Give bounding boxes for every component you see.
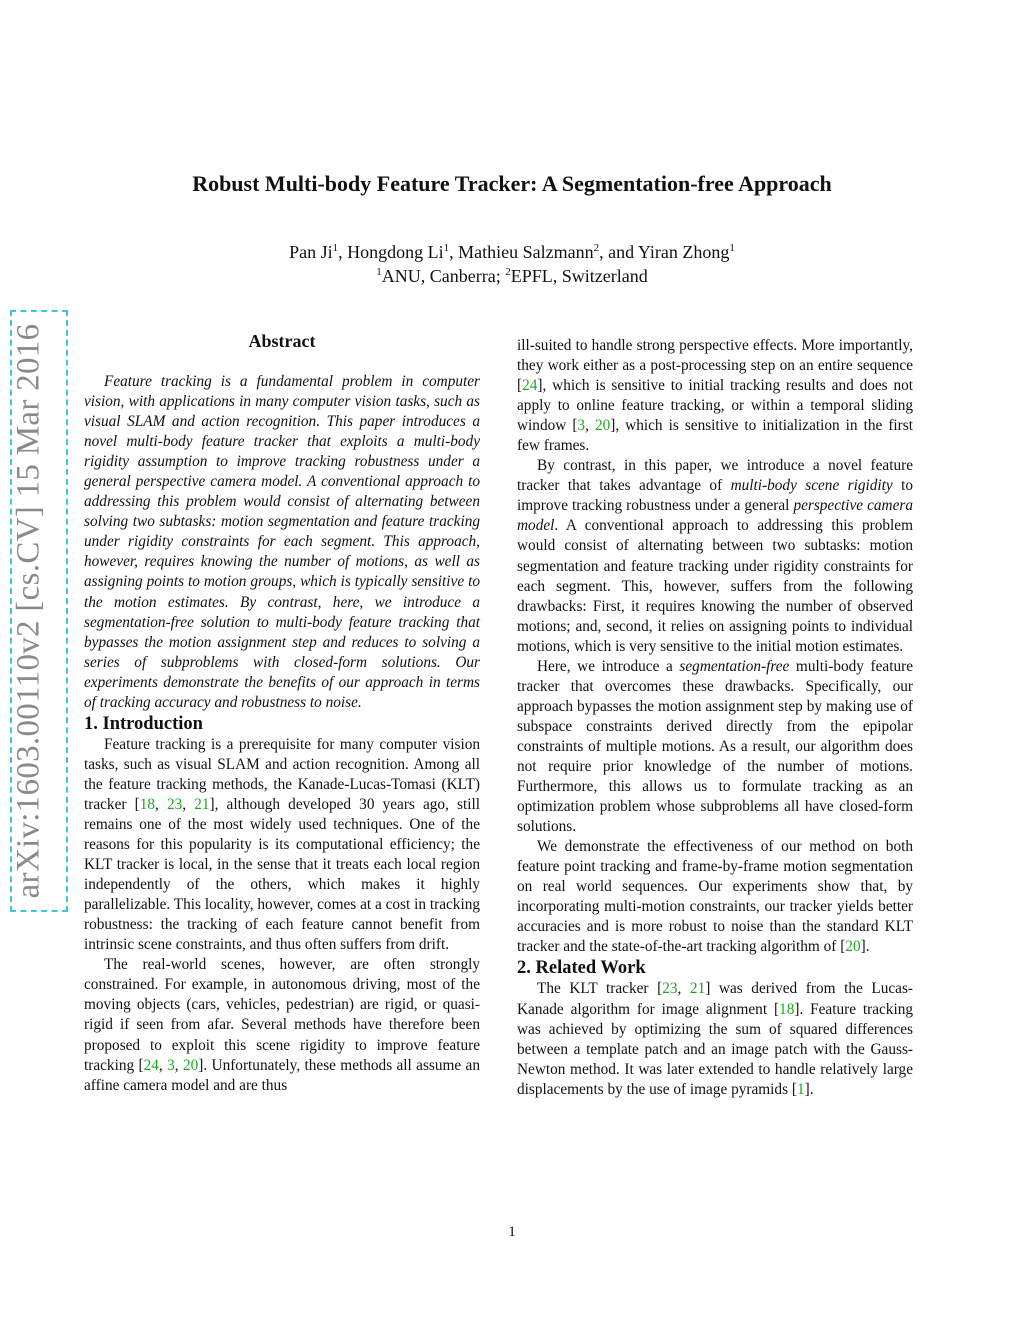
right-column bbox=[517, 336, 913, 1100]
arxiv-stamp: arXiv:1603.00110v2 [cs.CV] 15 Mar 2016 bbox=[10, 323, 47, 899]
citation-link[interactable]: 18 bbox=[139, 795, 155, 813]
citation-link[interactable]: 23 bbox=[166, 795, 183, 813]
citation-link[interactable]: 24 bbox=[522, 377, 538, 395]
citation-link[interactable]: 1 bbox=[796, 1080, 805, 1098]
citation-link[interactable]: 3 bbox=[167, 1056, 175, 1074]
citation-link[interactable]: 20 bbox=[594, 417, 611, 435]
paper-title: Robust Multi-body Feature Tracker: A Segmentation-free Approach bbox=[192, 171, 832, 196]
related-paragraph-1: The KLT tracker [23, 21] was derived from the Lucas-Kanade algorithm for image alignment [18]. Feature tracking was achieved by optimizing the sum of squared differences between a template patch and an image patch with the Gauss-Newton method. It was later extended to handle relatively large displacements by the use of image pyramids [1]. bbox=[517, 980, 914, 1098]
abstract-heading: Abstract bbox=[248, 331, 316, 351]
intro-paragraph-6: We demonstrate the effectiveness of our method on both feature point tracking and frame-by-frame motion segmentation on real world sequences. Our experiments show that, by incorporating multi-motion constraints, our tracker yields better accuracies and is more robust to noise than the standard KLT tracker and the state-of-the-art tracking algorithm of [20]. bbox=[517, 838, 913, 956]
abstract-text: Feature tracking is a fundamental problem in computer vision, with applications in many computer vision tasks, such as visual SLAM and action recognition. This paper introduces a novel multi-body feature tracker that exploits a multi-body rigidity assumption to improve tracking robustness under a general perspective camera model. A conventional approach to addressing this problem would consist of alternating between solving two subtasks: motion segmentation and feature tracking under rigidity constraints for each segment. This approach, however, requires knowing the number of motions, as well as assigning points to motion groups, which is typically sensitive to the motion estimates. By contrast, here, we introduce a segmentation-free solution to multi-body feature tracking that bypasses the motion assignment step and reduces to solving a series of subproblems with closed-form solutions. Our experiments demonstrate the benefits of our approach in terms of tracking accuracy and robustness to noise. bbox=[84, 373, 480, 711]
citation-link[interactable]: 24 bbox=[143, 1056, 159, 1074]
citation-link[interactable]: 20 bbox=[182, 1056, 199, 1074]
intro-paragraph-1: Feature tracking is a prerequisite for many computer vision tasks, such as visual SLAM and action recognition. Among all the feature tracking methods, the Kanade-Lucas-Tomasi (KLT) tracker [18, 23, 21], although developed 30 years ago, still remains one of the most widely used techniques. One of the reasons for this popularity is its computational efficiency; the KLT tracker is local, in the sense that it treats each local region independently of the others, which makes it highly parallelizable. This locality, however, comes at a cost in tracking robustness: the tracking of each feature cannot benefit from intrinsic scene constraints, and thus often suffers from drift. bbox=[84, 735, 480, 954]
section-heading-introduction: 1. Introduction bbox=[84, 713, 203, 734]
citation-link[interactable]: 18 bbox=[779, 1000, 795, 1018]
intro-paragraph-2: The real-world scenes, however, are often strongly constrained. For example, in autonomous driving, most of the moving objects (cars, vehicles, pedestrian) are rigid, or quasi-rigid if seen from afar. Several methods have therefore been proposed to exploit this scene rigidity to improve feature tracking [24, 3, 20]. Unfortunately, these methods all assume an affine camera model and are thus bbox=[84, 956, 480, 1094]
citation-link[interactable]: 20 bbox=[845, 938, 861, 956]
left-column bbox=[84, 330, 480, 1096]
intro-paragraph-5: Here, we introduce a segmentation-free multi-body feature tracker that overcomes these drawbacks. Specifically, our approach bypasses the motion assignment step by making use of subspace constraints derived directly from the epipolar constraints of multiple motions. As a result, our algorithm does not require prior knowledge of the number of motions. Furthermore, this allows us to formulate tracking as an optimization problem whose subproblems all have closed-form solutions. bbox=[517, 657, 913, 836]
citation-link[interactable]: 21 bbox=[689, 980, 706, 998]
section-heading-related-work: 2. Related Work bbox=[517, 958, 646, 979]
citation-link[interactable]: 21 bbox=[194, 795, 210, 813]
citation-link[interactable]: 3 bbox=[577, 417, 586, 435]
author-block bbox=[0, 240, 1024, 288]
author-line: Pan Ji$^1$, Hongdong Li$^1$, Mathieu Salzmann$^2$, and Yiran Zhong$^1$ bbox=[289, 242, 735, 262]
intro-paragraph-3: ill-suited to handle strong perspective effects. More importantly, they work either as a post-processing step on an entire sequence [24], which is sensitive to initial tracking results and does not apply to online feature tracking, or within a temporal sliding window [3, 20], which is sensitive to initialization in the first few frames. bbox=[517, 337, 913, 455]
affiliation-line: $^1$ANU, Canberra; $^2$EPFL, Switzerland bbox=[376, 266, 648, 286]
intro-paragraph-4: By contrast, in this paper, we introduce a novel feature tracker that takes advantage of multi-body scene rigidity to improve tracking robustness under a general perspective camera model. A conventional approach to addressing this problem would consist of alternating between two subtasks: motion segmentation and feature tracking under rigidity constraints for each segment. This, however, suffers from the following drawbacks: First, it requires knowing the number of observed motions; and, second, it relies on assigning points to individual motions, which is very sensitive to the initial motion estimates. bbox=[517, 457, 913, 655]
citation-link[interactable]: 23 bbox=[662, 980, 678, 998]
page-number: 1 bbox=[508, 1224, 516, 1240]
